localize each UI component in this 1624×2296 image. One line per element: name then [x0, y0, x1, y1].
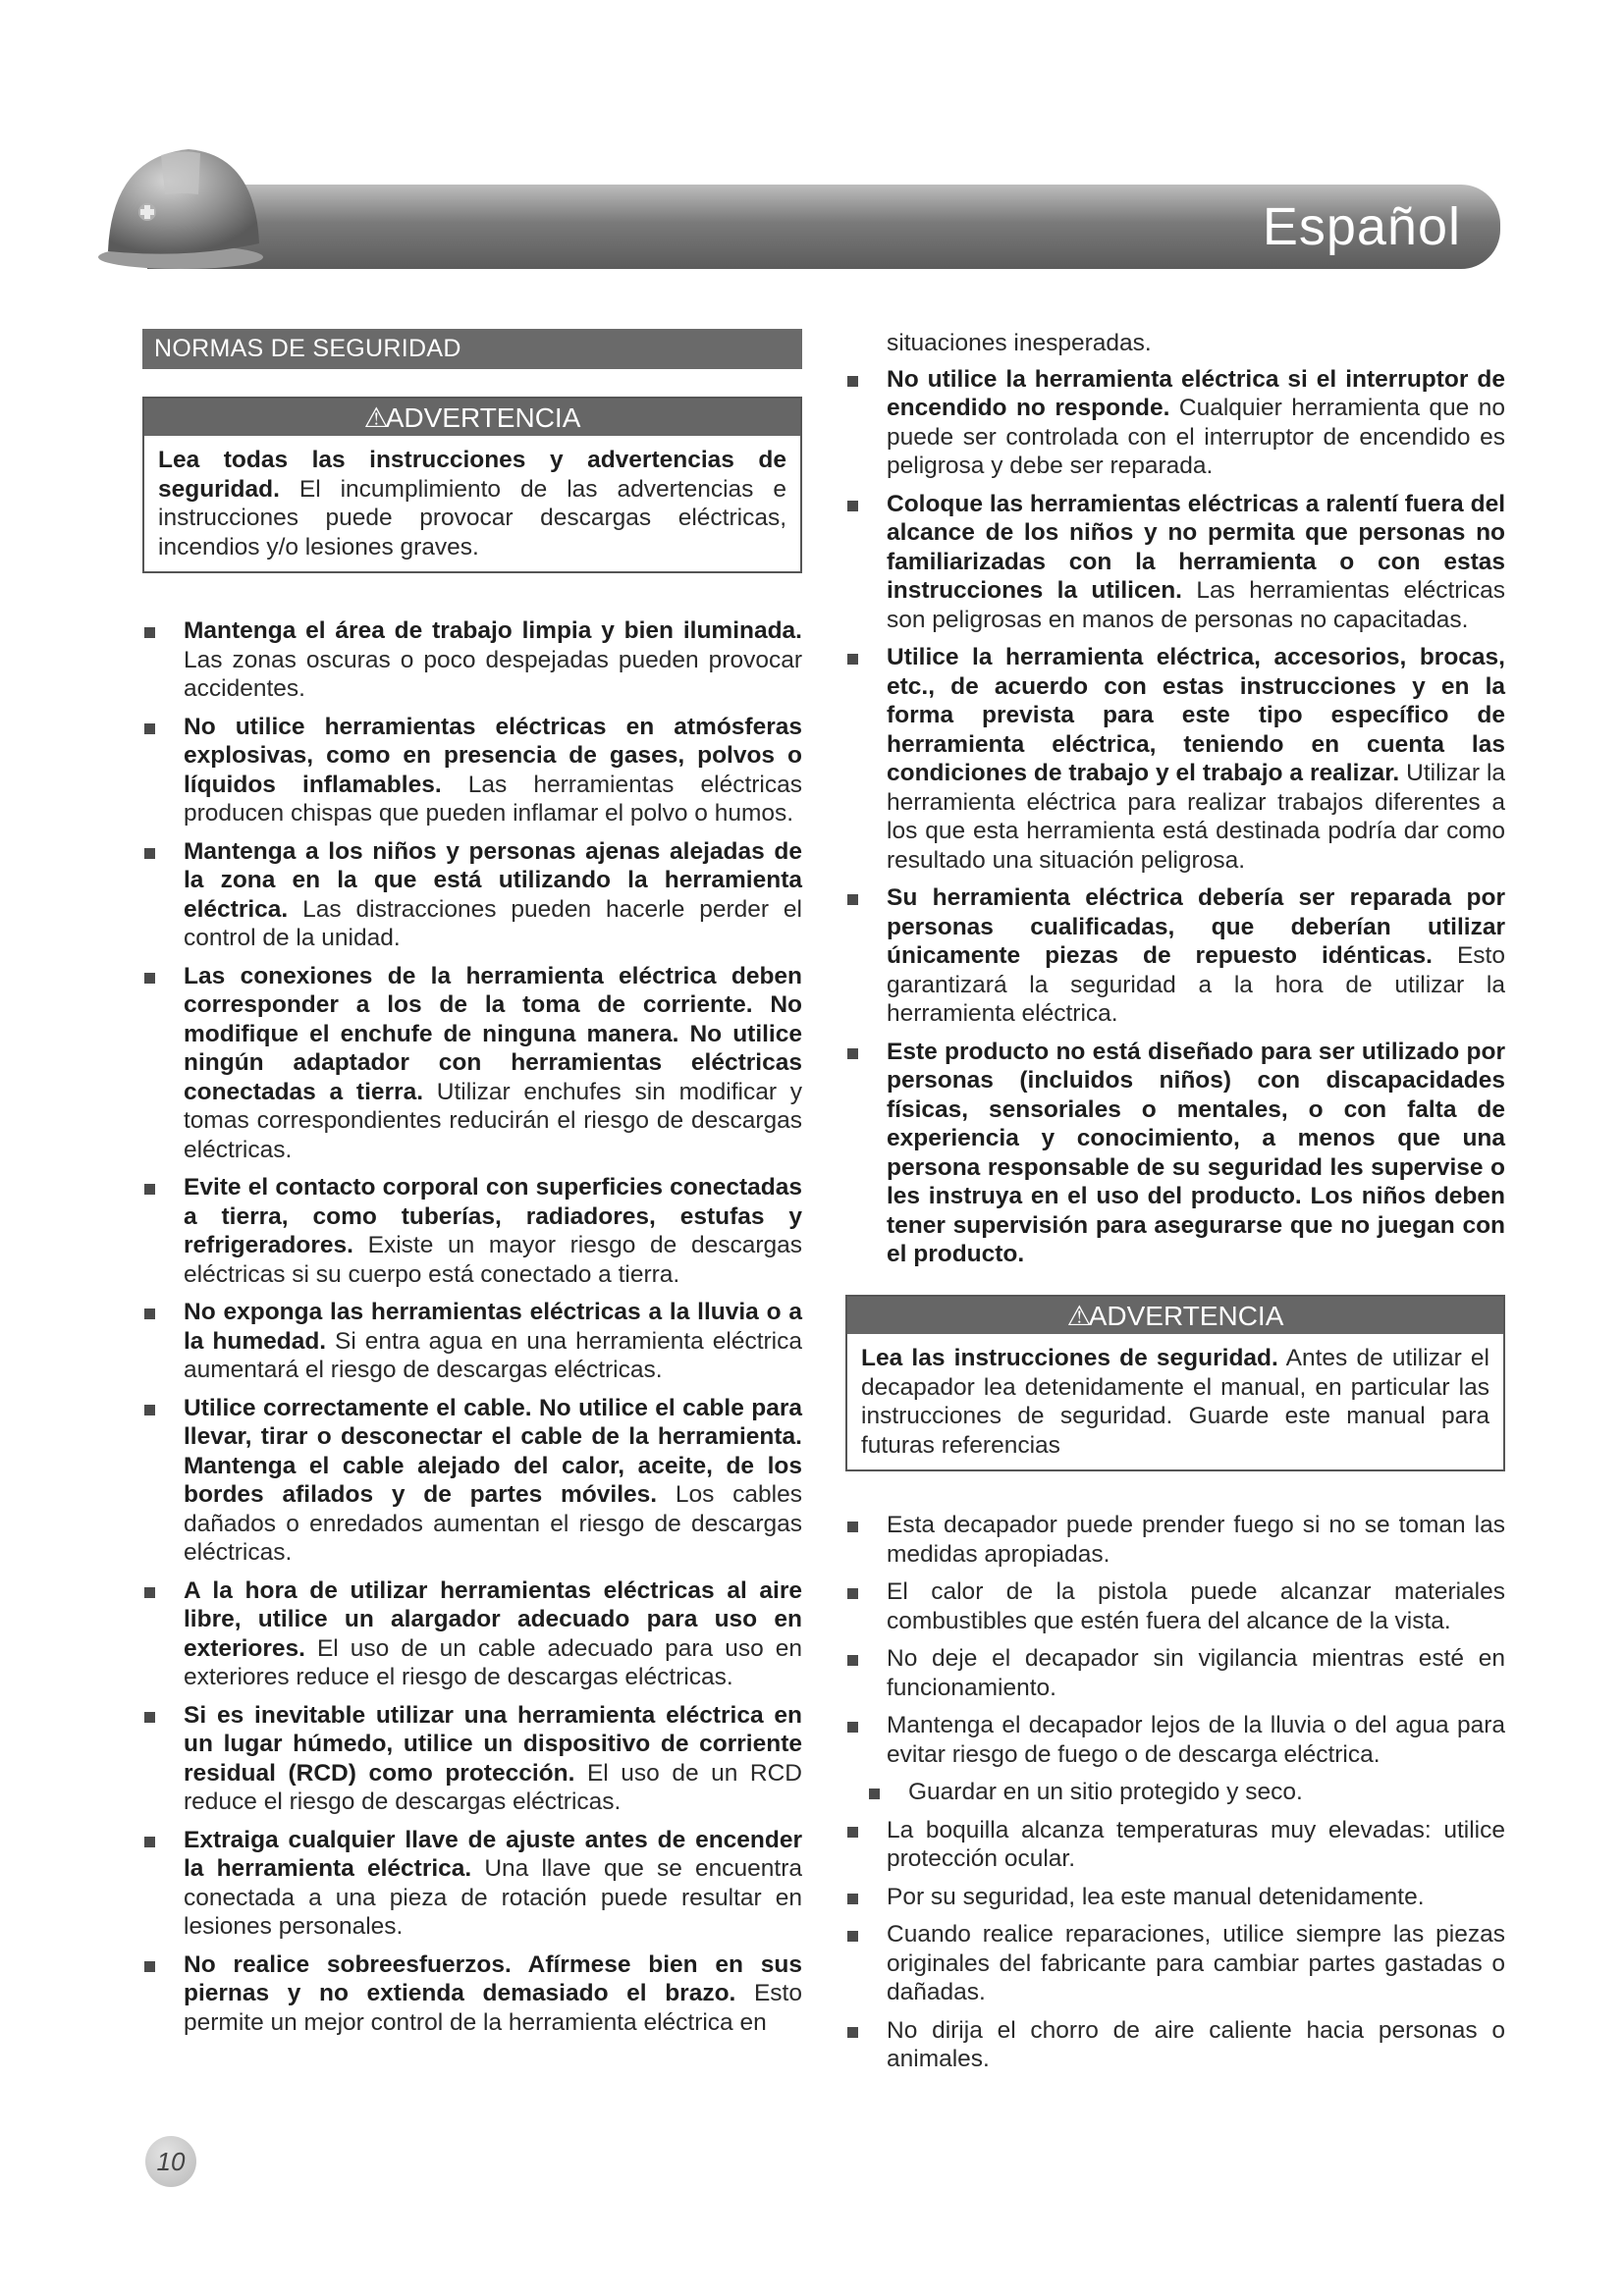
list-item: La boquilla alcanza temperaturas muy elevadas: utilice protección ocular. [845, 1816, 1505, 1874]
continuation-text: situaciones inesperadas. [887, 330, 1152, 356]
warning-label: ADVERTENCIA [1088, 1300, 1284, 1331]
warning-title [144, 399, 800, 437]
list-item: No dirija el chorro de aire caliente hacia personas o animales. [845, 2016, 1505, 2074]
right-column [845, 329, 1505, 2083]
warning-text: Lea todas las instrucciones y advertencias de seguridad. El incumplimiento de las advertencias e instrucciones puede provocar descargas eléctricas, incendios y/o lesiones graves. [158, 447, 786, 561]
list-item: Guardar en un sitio protegido y seco. [845, 1778, 1505, 1807]
warning-title [847, 1297, 1503, 1335]
list-item: No exponga las herramientas eléctricas a la lluvia o a la humedad. Si entra agua en una herramienta eléctrica aumentará el riesgo de descargas eléctricas. [142, 1298, 802, 1385]
warning-box [142, 397, 802, 574]
warning-text: Lea las instrucciones de seguridad. Antes de utilizar el decapador lea detenidamente el manual, en particular las instrucciones de seguridad. Guarde este manual para futuras referencias [861, 1345, 1489, 1459]
list-item: Si es inevitable utilizar una herramienta eléctrica en un lugar húmedo, utilice un dispositivo de corriente residual (RCD) como protección. El uso de un RCD reduce el riesgo de descargas eléctricas. [142, 1701, 802, 1817]
page-number: 10 [145, 2136, 196, 2187]
list-item: No realice sobreesfuerzos. Afírmese bien en sus piernas y no extienda demasiado el brazo. Esto permite un mejor control de la herramienta eléctrica en [142, 1950, 802, 2038]
list-item: Evite el contacto corporal con superficies conectadas a tierra, como tuberías, radiadores, estufas y refrigeradores. Existe un mayor riesgo de descargas eléctricas si su cuerpo está conectado a tierra. [142, 1173, 802, 1289]
list-item: Mantenga el decapador lejos de la lluvia o del agua para evitar riesgo de fuego o de descarga eléctrica. [845, 1711, 1505, 1769]
section-title: NORMAS DE SEGURIDAD [142, 329, 802, 369]
list-item: Utilice correctamente el cable. No utilice el cable para llevar, tirar o desconectar el cable de la herramienta. Mantenga el cable alejado del calor, aceite, de los bordes afilados y de partes móviles. Los cables dañados o enredados aumentan el riesgo de descargas eléctricas. [142, 1394, 802, 1568]
language-title: Español [1262, 197, 1461, 256]
list-item: A la hora de utilizar herramientas eléctricas al aire libre, utilice un alargador adecuado para uso en exteriores. El uso de un cable adecuado para uso en exteriores reduce el riesgo de descargas eléctricas. [142, 1576, 802, 1692]
list-item: Su herramienta eléctrica debería ser reparada por personas cualificadas, que deberían utilizar únicamente piezas de repuesto idénticas. Esto garantizará la seguridad a la hora de utilizar la herramienta eléctrica. [845, 883, 1505, 1029]
list-item: Mantenga el área de trabajo limpia y bien iluminada. Las zonas oscuras o poco despejadas pueden provocar accidentes. [142, 616, 802, 704]
safety-list-continued [845, 365, 1505, 1269]
list-item: Coloque las herramientas eléctricas a ralentí fuera del alcance de los niños y no permita que personas no familiarizadas con la herramienta o con estas instrucciones la utilicen. Las herramientas eléctricas son peligrosas en manos de personas no capacitadas. [845, 490, 1505, 635]
list-item: Las conexiones de la herramienta eléctrica deben corresponder a los de la toma de corriente. No modifique el enchufe de ninguna manera. No utilice ningún adaptador con herramientas eléctricas conectadas a tierra. Utilizar enchufes sin modificar y tomas correspondientes reducirán el riesgo de descargas eléctricas. [142, 962, 802, 1165]
warning-box-2 [845, 1295, 1505, 1472]
warning-label: ADVERTENCIA [385, 401, 581, 433]
list-item: Esta decapador puede prender fuego si no se toman las medidas apropiadas. [845, 1511, 1505, 1569]
list-item: No utilice herramientas eléctricas en atmósferas explosivas, como en presencia de gases, polvos o líquidos inflamables. Las herramientas eléctricas producen chispas que pueden inflamar el polvo o humos. [142, 713, 802, 828]
hard-hat-icon [90, 135, 277, 273]
warning-icon: ⚠ [1066, 1300, 1089, 1331]
list-item: Por su seguridad, lea este manual detenidamente. [845, 1883, 1505, 1912]
list-item: Mantenga a los niños y personas ajenas alejadas de la zona en la que está utilizando la herramienta eléctrica. Las distracciones pueden hacerle perder el control de la unidad. [142, 837, 802, 953]
warning-icon: ⚠ [363, 401, 386, 433]
heat-gun-warnings [845, 1511, 1505, 2074]
list-item: Cuando realice reparaciones, utilice siempre las piezas originales del fabricante para cambiar partes gastadas o dañadas. [845, 1920, 1505, 2007]
language-banner [147, 185, 1500, 269]
list-item: Este producto no está diseñado para ser utilizado por personas (incluidos niños) con discapacidades físicas, sensoriales o mentales, o con falta de experiencia y conocimiento, a menos que una persona responsable de su seguridad les supervise o les instruya en el uso del producto. Los niños deben tener supervisión para asegurarse que no juegan con el producto. [845, 1038, 1505, 1269]
list-item: Extraiga cualquier llave de ajuste antes de encender la herramienta eléctrica. Una llave que se encuentra conectada a una pieza de rotación puede resultar en lesiones personales. [142, 1826, 802, 1942]
left-column [142, 329, 802, 2046]
safety-list [142, 616, 802, 2037]
list-item: No utilice la herramienta eléctrica si el interruptor de encendido no responde. Cualquier herramienta que no puede ser controlada con el interruptor de encendido es peligrosa y debe ser reparada. [845, 365, 1505, 481]
list-item: No deje el decapador sin vigilancia mientras esté en funcionamiento. [845, 1644, 1505, 1702]
list-item: Utilice la herramienta eléctrica, accesorios, brocas, etc., de acuerdo con estas instrucciones y en la forma prevista para este tipo específico de herramienta eléctrica, teniendo en cuenta las condiciones de trabajo y el trabajo a realizar. Utilizar la herramienta eléctrica para realizar trabajos diferentes a los que esta herramienta está destinada podría dar como resultado una situación peligrosa. [845, 643, 1505, 875]
list-item: El calor de la pistola puede alcanzar materiales combustibles que estén fuera del alcance de la vista. [845, 1577, 1505, 1635]
